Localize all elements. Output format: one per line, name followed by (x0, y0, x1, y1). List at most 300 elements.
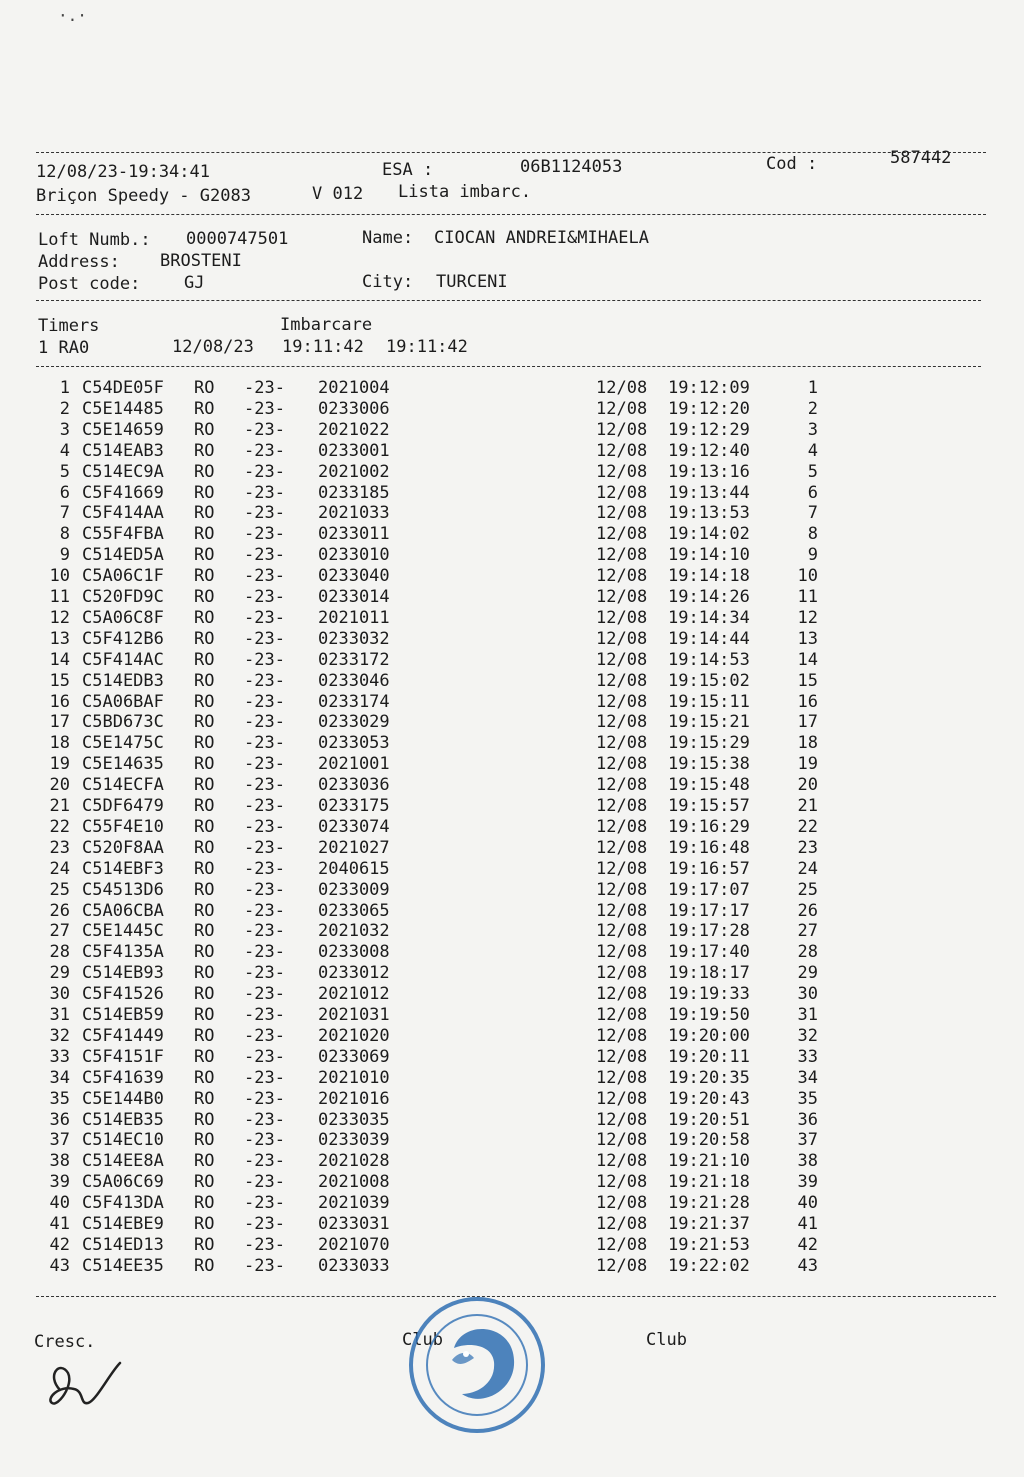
row-year: -23- (244, 461, 285, 482)
row-number: 0233172 (318, 649, 390, 670)
device-version: V 012 (312, 184, 364, 204)
divider-header (36, 214, 986, 215)
table-row (0, 566, 1024, 586)
row-time: 19:13:53 (668, 503, 750, 524)
row-date: 12/08 (596, 712, 648, 733)
row-idx: 34 (49, 1067, 70, 1088)
row-ring: C5F41449 (82, 1025, 164, 1046)
table-row (0, 462, 1024, 482)
row-time: 19:21:28 (668, 1193, 750, 1214)
row-date: 12/08 (596, 545, 648, 566)
row-number: 2021031 (318, 1005, 390, 1025)
row-date: 12/08 (596, 566, 648, 587)
row-time: 19:18:17 (668, 963, 750, 984)
row-pos: 34 (797, 1067, 818, 1088)
club-stamp-icon (402, 1290, 552, 1440)
row-time: 19:22:02 (668, 1255, 750, 1276)
row-pos: 36 (797, 1109, 818, 1130)
row-country: RO (194, 754, 215, 775)
row-ring: C514ED13 (82, 1234, 164, 1255)
row-number: 2021011 (318, 607, 390, 628)
row-date: 12/08 (596, 587, 648, 607)
table-row (0, 880, 1024, 900)
row-country: RO (194, 1172, 215, 1193)
row-pos: 10 (797, 566, 818, 587)
row-ring: C5E14659 (82, 419, 164, 440)
row-time: 19:15:11 (668, 691, 750, 712)
table-row (0, 1005, 1024, 1025)
table-row (0, 712, 1024, 732)
row-ring: C514EB93 (82, 963, 164, 984)
row-time: 19:14:18 (668, 566, 750, 587)
row-idx: 37 (49, 1130, 70, 1151)
row-idx: 18 (49, 733, 70, 754)
row-date: 12/08 (596, 1214, 648, 1234)
table-row (0, 963, 1024, 983)
row-date: 12/08 (596, 942, 648, 963)
table-row (0, 650, 1024, 670)
row-pos: 6 (807, 482, 818, 503)
row-date: 12/08 (596, 461, 648, 482)
row-pos: 3 (807, 419, 818, 440)
row-date: 12/08 (596, 1255, 648, 1276)
divider-loft (36, 300, 981, 301)
row-time: 19:15:02 (668, 670, 750, 691)
row-year: -23- (244, 691, 285, 712)
row-date: 12/08 (596, 1234, 648, 1255)
row-pos: 15 (797, 670, 818, 691)
row-date: 12/08 (596, 1046, 648, 1067)
row-year: -23- (244, 503, 285, 524)
table-row (0, 629, 1024, 649)
table-row (0, 817, 1024, 837)
row-pos: 16 (797, 691, 818, 712)
row-year: -23- (244, 1046, 285, 1067)
table-row (0, 524, 1024, 544)
row-ring: C5F4135A (82, 942, 164, 963)
row-ring: C5F414AC (82, 649, 164, 670)
city-label: City: (362, 272, 414, 292)
row-country: RO (194, 1193, 215, 1214)
row-ring: C514ED5A (82, 545, 164, 566)
row-country: RO (194, 942, 215, 963)
row-country: RO (194, 545, 215, 566)
row-time: 19:12:29 (668, 419, 750, 440)
row-country: RO (194, 1109, 215, 1130)
table-row (0, 608, 1024, 628)
row-time: 19:17:17 (668, 900, 750, 921)
table-row (0, 1026, 1024, 1046)
row-country: RO (194, 1151, 215, 1172)
row-idx: 42 (49, 1234, 70, 1255)
row-year: -23- (244, 733, 285, 754)
row-pos: 21 (797, 796, 818, 816)
print-datetime: 12/08/23-19:34:41 (36, 162, 210, 182)
row-date: 12/08 (596, 900, 648, 921)
row-country: RO (194, 398, 215, 419)
table-row (0, 399, 1024, 419)
row-country: RO (194, 649, 215, 670)
timer-date: 12/08/23 (172, 337, 254, 357)
row-number: 2021022 (318, 419, 390, 440)
row-ring: C514EAB3 (82, 440, 164, 461)
row-ring: C520F8AA (82, 837, 164, 858)
row-ring: C514EE8A (82, 1151, 164, 1172)
row-time: 19:15:38 (668, 754, 750, 775)
row-time: 19:14:10 (668, 545, 750, 566)
table-row (0, 921, 1024, 941)
row-country: RO (194, 879, 215, 900)
row-number: 2040615 (318, 858, 390, 879)
row-time: 19:20:35 (668, 1067, 750, 1088)
row-year: -23- (244, 1130, 285, 1151)
row-number: 0233175 (318, 796, 390, 816)
row-idx: 30 (49, 984, 70, 1005)
row-pos: 32 (797, 1025, 818, 1046)
row-idx: 20 (49, 775, 70, 796)
row-year: -23- (244, 628, 285, 649)
row-country: RO (194, 461, 215, 482)
row-ring: C514EBF3 (82, 858, 164, 879)
row-pos: 23 (797, 837, 818, 858)
row-year: -23- (244, 1067, 285, 1088)
row-time: 19:15:48 (668, 775, 750, 796)
row-pos: 42 (797, 1234, 818, 1255)
table-row (0, 754, 1024, 774)
club-label-right: Club (646, 1330, 687, 1350)
row-time: 19:16:48 (668, 837, 750, 858)
row-time: 19:21:18 (668, 1172, 750, 1193)
row-idx: 10 (49, 566, 70, 587)
row-idx: 7 (59, 503, 70, 524)
row-pos: 1 (807, 378, 818, 398)
row-year: -23- (244, 649, 285, 670)
row-year: -23- (244, 816, 285, 837)
row-number: 2021070 (318, 1234, 390, 1255)
row-idx: 33 (49, 1046, 70, 1067)
row-time: 19:19:50 (668, 1005, 750, 1025)
row-year: -23- (244, 837, 285, 858)
row-pos: 5 (807, 461, 818, 482)
row-time: 19:20:00 (668, 1025, 750, 1046)
row-year: -23- (244, 1088, 285, 1109)
timer-time-2: 19:11:42 (386, 337, 468, 357)
row-date: 12/08 (596, 1193, 648, 1214)
row-pos: 29 (797, 963, 818, 984)
row-country: RO (194, 1005, 215, 1025)
row-pos: 24 (797, 858, 818, 879)
row-number: 0233069 (318, 1046, 390, 1067)
row-pos: 40 (797, 1193, 818, 1214)
row-country: RO (194, 1088, 215, 1109)
row-year: -23- (244, 712, 285, 733)
row-ring: C5F4151F (82, 1046, 164, 1067)
table-row (0, 775, 1024, 795)
row-year: -23- (244, 942, 285, 963)
row-date: 12/08 (596, 503, 648, 524)
row-time: 19:13:44 (668, 482, 750, 503)
row-year: -23- (244, 858, 285, 879)
row-ring: C5F41639 (82, 1067, 164, 1088)
row-pos: 11 (797, 587, 818, 607)
row-number: 0233001 (318, 440, 390, 461)
row-date: 12/08 (596, 440, 648, 461)
row-number: 0233035 (318, 1109, 390, 1130)
row-date: 12/08 (596, 754, 648, 775)
row-idx: 12 (49, 607, 70, 628)
timer-id: 1 RA0 (38, 338, 90, 358)
row-number: 2021032 (318, 921, 390, 942)
row-ring: C514EDB3 (82, 670, 164, 691)
table-row (0, 838, 1024, 858)
top-corner-mark: ·.· (58, 6, 87, 25)
row-ring: C514ECFA (82, 775, 164, 796)
row-number: 0233174 (318, 691, 390, 712)
row-time: 19:14:53 (668, 649, 750, 670)
city-value: TURCENI (436, 272, 508, 292)
row-pos: 18 (797, 733, 818, 754)
table-row (0, 1151, 1024, 1171)
row-number: 2021008 (318, 1172, 390, 1193)
row-ring: C514EC9A (82, 461, 164, 482)
club-label-left: Club (402, 1330, 443, 1350)
row-pos: 2 (807, 398, 818, 419)
row-country: RO (194, 921, 215, 942)
row-ring: C5E1445C (82, 921, 164, 942)
row-date: 12/08 (596, 1005, 648, 1025)
row-pos: 19 (797, 754, 818, 775)
row-year: -23- (244, 796, 285, 816)
row-country: RO (194, 378, 215, 398)
row-pos: 12 (797, 607, 818, 628)
row-year: -23- (244, 607, 285, 628)
row-number: 0233009 (318, 879, 390, 900)
row-idx: 11 (49, 587, 70, 607)
row-pos: 41 (797, 1214, 818, 1234)
row-date: 12/08 (596, 858, 648, 879)
row-ring: C520FD9C (82, 587, 164, 607)
table-row (0, 1256, 1024, 1276)
table-row (0, 503, 1024, 523)
row-pos: 38 (797, 1151, 818, 1172)
row-idx: 5 (59, 461, 70, 482)
row-year: -23- (244, 378, 285, 398)
row-idx: 28 (49, 942, 70, 963)
row-country: RO (194, 1025, 215, 1046)
row-date: 12/08 (596, 963, 648, 984)
row-time: 19:15:21 (668, 712, 750, 733)
loft-number: 0000747501 (186, 229, 289, 249)
row-number: 2021027 (318, 837, 390, 858)
table-row (0, 1235, 1024, 1255)
row-pos: 17 (797, 712, 818, 733)
row-idx: 3 (59, 419, 70, 440)
row-date: 12/08 (596, 628, 648, 649)
row-idx: 4 (59, 440, 70, 461)
table-row (0, 483, 1024, 503)
row-pos: 37 (797, 1130, 818, 1151)
row-number: 2021033 (318, 503, 390, 524)
row-country: RO (194, 1046, 215, 1067)
row-time: 19:15:57 (668, 796, 750, 816)
row-number: 2021039 (318, 1193, 390, 1214)
row-year: -23- (244, 921, 285, 942)
row-date: 12/08 (596, 1025, 648, 1046)
row-year: -23- (244, 419, 285, 440)
fancier-name: CIOCAN ANDREI&MIHAELA (434, 228, 649, 248)
row-country: RO (194, 1067, 215, 1088)
name-label: Name: (362, 228, 414, 248)
row-number: 0233012 (318, 963, 390, 984)
row-ring: C5F414AA (82, 503, 164, 524)
table-row (0, 692, 1024, 712)
row-date: 12/08 (596, 796, 648, 816)
row-idx: 29 (49, 963, 70, 984)
row-idx: 19 (49, 754, 70, 775)
table-row (0, 984, 1024, 1004)
table-row (0, 1047, 1024, 1067)
row-time: 19:20:51 (668, 1109, 750, 1130)
table-row (0, 1130, 1024, 1150)
row-ring: C5A06CBA (82, 900, 164, 921)
table-row (0, 441, 1024, 461)
postcode-label: Post code: (38, 274, 141, 294)
row-idx: 8 (59, 524, 70, 545)
row-time: 19:14:02 (668, 524, 750, 545)
row-idx: 35 (49, 1088, 70, 1109)
row-ring: C5F413DA (82, 1193, 164, 1214)
row-pos: 22 (797, 816, 818, 837)
row-time: 19:21:37 (668, 1214, 750, 1234)
row-idx: 43 (49, 1255, 70, 1276)
row-number: 0233031 (318, 1214, 390, 1234)
row-date: 12/08 (596, 775, 648, 796)
esa-value: 06B1124053 (520, 157, 623, 177)
row-year: -23- (244, 670, 285, 691)
row-date: 12/08 (596, 733, 648, 754)
row-idx: 22 (49, 816, 70, 837)
row-idx: 24 (49, 858, 70, 879)
row-pos: 33 (797, 1046, 818, 1067)
row-pos: 25 (797, 879, 818, 900)
row-number: 2021028 (318, 1151, 390, 1172)
row-ring: C5DF6479 (82, 796, 164, 816)
divider-top (36, 152, 986, 153)
row-date: 12/08 (596, 419, 648, 440)
row-country: RO (194, 963, 215, 984)
row-year: -23- (244, 1234, 285, 1255)
row-country: RO (194, 628, 215, 649)
row-country: RO (194, 1234, 215, 1255)
row-date: 12/08 (596, 524, 648, 545)
row-country: RO (194, 816, 215, 837)
table-row (0, 420, 1024, 440)
row-date: 12/08 (596, 691, 648, 712)
row-year: -23- (244, 1172, 285, 1193)
table-row (0, 1214, 1024, 1234)
table-row (0, 901, 1024, 921)
device-name: Briçon Speedy - G2083 (36, 186, 251, 206)
table-row (0, 1110, 1024, 1130)
row-idx: 1 (59, 378, 70, 398)
row-number: 0233065 (318, 900, 390, 921)
row-time: 19:20:58 (668, 1130, 750, 1151)
row-date: 12/08 (596, 1067, 648, 1088)
row-country: RO (194, 733, 215, 754)
row-ring: C5A06C1F (82, 566, 164, 587)
row-year: -23- (244, 545, 285, 566)
row-idx: 15 (49, 670, 70, 691)
row-time: 19:21:10 (668, 1151, 750, 1172)
row-date: 12/08 (596, 607, 648, 628)
row-year: -23- (244, 879, 285, 900)
row-year: -23- (244, 482, 285, 503)
row-pos: 35 (797, 1088, 818, 1109)
row-idx: 40 (49, 1193, 70, 1214)
row-ring: C514EE35 (82, 1255, 164, 1276)
row-date: 12/08 (596, 398, 648, 419)
row-year: -23- (244, 900, 285, 921)
row-number: 0233033 (318, 1255, 390, 1276)
row-country: RO (194, 858, 215, 879)
row-number: 2021010 (318, 1067, 390, 1088)
row-number: 0233032 (318, 628, 390, 649)
row-date: 12/08 (596, 984, 648, 1005)
postcode-value: GJ (184, 273, 205, 293)
row-time: 19:14:26 (668, 587, 750, 607)
row-number: 0233053 (318, 733, 390, 754)
row-time: 19:13:16 (668, 461, 750, 482)
row-time: 19:20:43 (668, 1088, 750, 1109)
row-pos: 4 (807, 440, 818, 461)
row-time: 19:21:53 (668, 1234, 750, 1255)
row-year: -23- (244, 754, 285, 775)
row-country: RO (194, 691, 215, 712)
signature-icon (40, 1345, 150, 1415)
row-ring: C514EB35 (82, 1109, 164, 1130)
row-idx: 9 (59, 545, 70, 566)
timer-time-1: 19:11:42 (282, 337, 364, 357)
row-time: 19:19:33 (668, 984, 750, 1005)
row-date: 12/08 (596, 1109, 648, 1130)
row-year: -23- (244, 587, 285, 607)
imbarcare-label: Imbarcare (280, 315, 373, 335)
row-pos: 28 (797, 942, 818, 963)
row-idx: 21 (49, 796, 70, 816)
row-number: 0233008 (318, 942, 390, 963)
row-number: 2021001 (318, 754, 390, 775)
row-year: -23- (244, 1214, 285, 1234)
divider-timers (36, 366, 981, 367)
address-label: Address: (38, 252, 120, 272)
row-ring: C54DE05F (82, 378, 164, 398)
row-number: 2021004 (318, 378, 390, 398)
timers-label: Timers (38, 316, 100, 336)
row-idx: 13 (49, 628, 70, 649)
table-row (0, 859, 1024, 879)
row-idx: 16 (49, 691, 70, 712)
row-number: 0233011 (318, 524, 390, 545)
row-date: 12/08 (596, 1151, 648, 1172)
row-number: 0233185 (318, 482, 390, 503)
row-date: 12/08 (596, 649, 648, 670)
row-pos: 43 (797, 1255, 818, 1276)
row-country: RO (194, 900, 215, 921)
row-year: -23- (244, 1005, 285, 1025)
row-idx: 2 (59, 398, 70, 419)
row-pos: 7 (807, 503, 818, 524)
row-idx: 31 (49, 1005, 70, 1025)
